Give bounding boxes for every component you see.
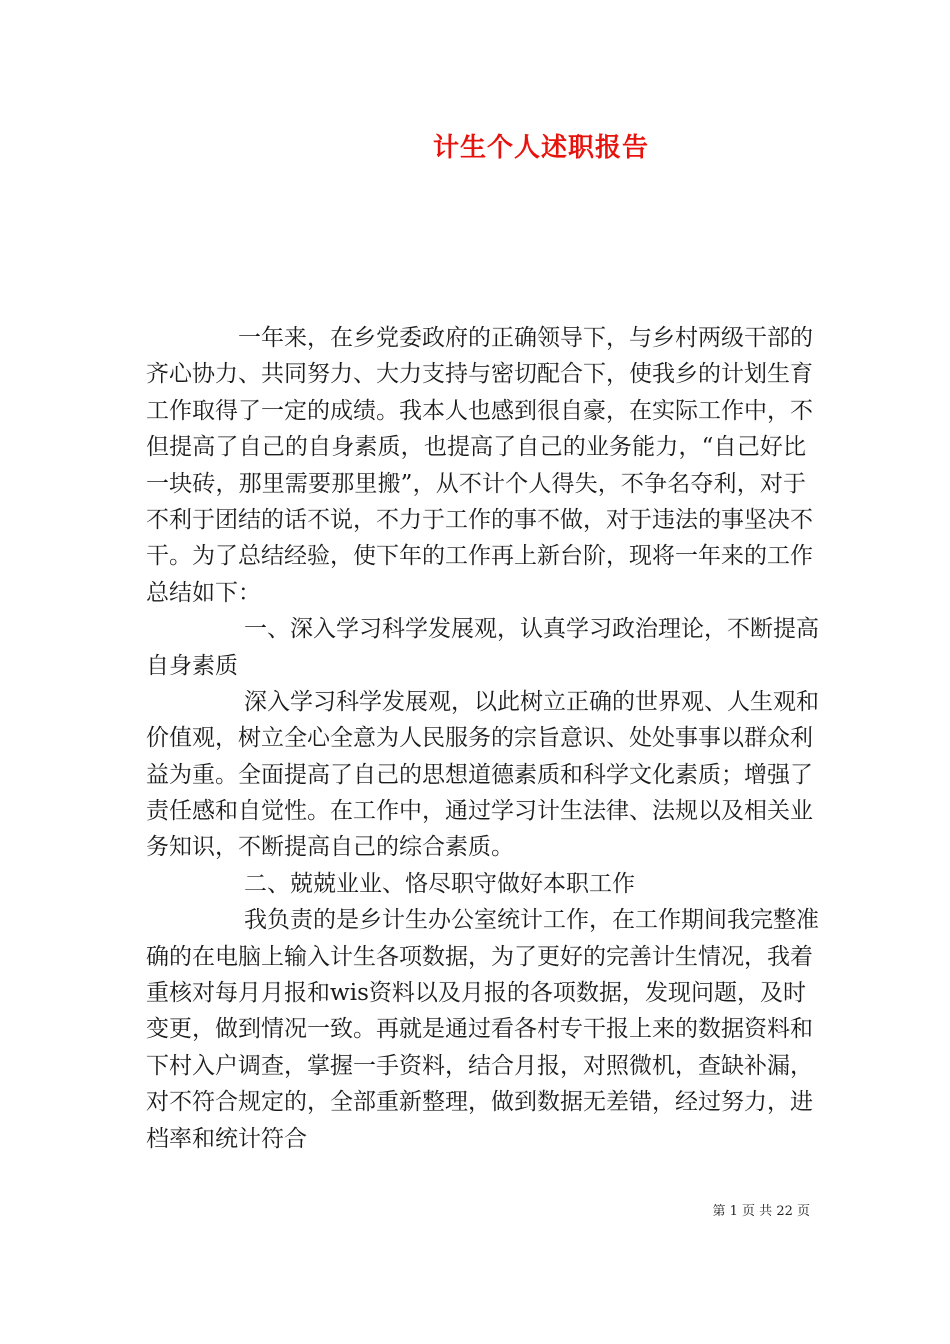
section-heading-2: 二、兢兢业业、恪尽职守做好本职工作 — [244, 870, 635, 897]
text-line: 益为重。全面提高了自己的思想道德素质和科学文化素质；增强了 — [146, 761, 813, 788]
text-line: 工作取得了一定的成绩。我本人也感到很自豪，在实际工作中，不 — [146, 397, 813, 424]
text-line: 总结如下： — [146, 579, 261, 606]
text-line: 责任感和自觉性。在工作中，通过学习计生法律、法规以及相关业 — [146, 798, 813, 825]
text-line: 我负责的是乡计生办公室统计工作，在工作期间我完整准 — [244, 907, 819, 934]
text-line: 价值观，树立全心全意为人民服务的宗旨意识、处处事事以群众利 — [146, 725, 813, 752]
section-heading-1: 一、深入学习科学发展观，认真学习政治理论，不断提高 — [244, 616, 819, 643]
section-heading-1-cont: 自身素质 — [146, 652, 238, 679]
text-line: 但提高了自己的自身素质，也提高了自己的业务能力，“自己好比 — [146, 434, 806, 461]
document-body — [146, 320, 819, 1157]
text-line: 一年来，在乡党委政府的正确领导下，与乡村两级干部的 — [238, 325, 813, 351]
text-line: 一块砖，那里需要那里搬”，从不计个人得失，不争名夺利，对于 — [146, 470, 806, 497]
text-line: 档率和统计符合 — [146, 1125, 307, 1152]
text-line: 对不符合规定的，全部重新整理，做到数据无差错，经过努力，进 — [146, 1089, 813, 1116]
text-line: 深入学习科学发展观，以此树立正确的世界观、人生观和 — [244, 688, 819, 715]
text-line: 务知识，不断提高自己的综合素质。 — [146, 834, 514, 861]
text-line: 变更，做到情况一致。再就是通过看各村专干报上来的数据资料和 — [146, 1016, 813, 1043]
text-line: 干。为了总结经验，使下年的工作再上新台阶，现将一年来的工作 — [146, 543, 813, 570]
document-title: 计生个人述职报告 — [432, 133, 649, 163]
page-number: 第 1 页 共 22 页 — [712, 1204, 810, 1219]
text-line: 不利于团结的话不说，不力于工作的事不做，对于违法的事坚决不 — [146, 506, 813, 533]
text-line: 下村入户调查，掌握一手资料，结合月报，对照微机，查缺补漏， — [146, 1052, 813, 1079]
text-line: 齐心协力、共同努力、大力支持与密切配合下，使我乡的计划生育 — [146, 361, 813, 388]
text-line: 重核对每月月报和wis资料以及月报的各项数据，发现问题，及时 — [146, 980, 806, 1007]
text-line: 确的在电脑上输入计生各项数据，为了更好的完善计生情况，我着 — [146, 943, 813, 970]
